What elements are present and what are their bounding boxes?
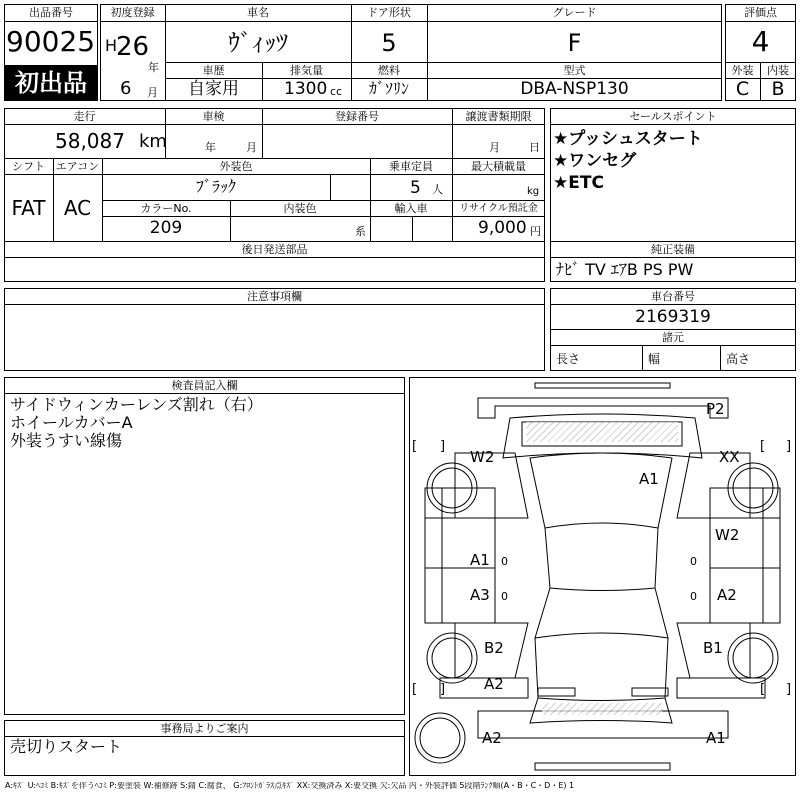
bracket-close: ] — [440, 439, 446, 454]
first-listing-badge: 初出品 — [4, 65, 98, 101]
car-diagram — [409, 377, 796, 776]
lot-number: 90025 — [6, 25, 96, 58]
capacity-unit: 人 — [432, 183, 443, 196]
specs-width-label: 幅 — [648, 352, 661, 366]
chassis-label: 車台番号 — [651, 290, 695, 303]
recycle-label: リサイクル預託金 — [459, 203, 538, 214]
bracket-close: ] — [786, 682, 792, 697]
mark-b1: B1 — [703, 639, 723, 657]
mark-w2-left: W2 — [470, 448, 495, 466]
mark-zero: 0 — [501, 555, 508, 568]
car-name-label: 車名 — [247, 6, 269, 19]
displacement-unit: cc — [330, 85, 343, 98]
max-load-unit: kg — [527, 186, 540, 197]
color-no-value: 209 — [149, 218, 183, 238]
mileage-unit: km — [139, 131, 167, 152]
displacement-label: 排気量 — [290, 64, 323, 77]
shift-value: FAT — [11, 196, 46, 220]
registration-month: 6 — [120, 78, 132, 99]
score-value: 4 — [751, 25, 770, 58]
bracket-open: [ — [412, 682, 418, 697]
inspection-year-unit: 年 — [205, 141, 216, 154]
notes-label: 注意事項欄 — [247, 290, 302, 303]
windshield-hatch — [526, 422, 678, 442]
fuel-value: ｶﾞｿﾘﾝ — [368, 79, 409, 98]
shift-label: シフト — [12, 160, 45, 173]
mark-a2-rear: A2 — [482, 729, 502, 747]
later-parts-label: 後日発送部品 — [241, 243, 308, 256]
score-label: 評価点 — [744, 6, 777, 19]
mark-a1-left-front: A1 — [470, 551, 490, 569]
sales-point-item: ★ワンセグ — [553, 151, 637, 171]
mark-zero: 0 — [690, 555, 697, 568]
mark-p2: P2 — [706, 400, 725, 418]
capacity-label: 乗車定員 — [389, 160, 433, 173]
transfer-month-unit: 月 — [489, 141, 500, 154]
registration-label: 初度登録 — [110, 6, 155, 19]
capacity-value: 5 — [410, 178, 421, 198]
exterior-color-label: 外装色 — [219, 160, 253, 173]
office-label: 事務局よりご案内 — [160, 722, 249, 735]
max-load-label: 最大積載量 — [471, 160, 526, 173]
mark-b2: B2 — [484, 639, 504, 657]
inspection-month-unit: 月 — [246, 141, 257, 154]
inspection-label: 車検 — [202, 110, 225, 123]
mark-zero: 0 — [690, 590, 697, 603]
doors-label: ドア形状 — [367, 6, 411, 19]
transfer-deadline-label: 譲渡書類期限 — [465, 110, 532, 123]
inspector-line: ホイールカバーA — [10, 413, 133, 432]
aircon-label: エアコン — [55, 160, 100, 173]
specs-height-label: 高さ — [726, 352, 751, 366]
equipment-label: 純正装備 — [651, 243, 695, 256]
grade-value: F — [567, 29, 582, 57]
model-value: DBA-NSP130 — [520, 79, 629, 99]
mark-a2-right: A2 — [717, 586, 737, 604]
inspector-line: 外装うすい線傷 — [10, 431, 123, 450]
registration-year: 26 — [116, 32, 150, 62]
registration-month-unit: 月 — [147, 86, 158, 99]
mileage-value: 58,087 — [55, 129, 125, 153]
registration-era: H — [105, 36, 118, 55]
mark-xx: XX — [719, 448, 740, 466]
mark-a2-left: A2 — [484, 675, 504, 693]
specs-length-label: 長さ — [556, 352, 581, 366]
recycle-value: 9,000 — [478, 218, 527, 238]
mark-a1-rear: A1 — [706, 729, 726, 747]
bracket-open: [ — [412, 439, 418, 454]
interior-color-unit: 系 — [355, 225, 366, 238]
mark-zero: 0 — [501, 590, 508, 603]
doors-value: 5 — [381, 29, 397, 57]
legend-text: A:ｷｽﾞ U:ﾍｺﾐ B:ｷｽﾞを伴うﾍｺﾐ P:要塗装 W:補修跡 S:錆 C:腐食、 G:ﾌﾛﾝﾄｶﾞﾗｽ点ｷｽﾞ XX:交換済み X:要交換 欠:欠品 内・外装評価 5段階ﾗﾝｸ順(A・B・C・D・E) 1 — [5, 782, 575, 790]
import-label: 輸入車 — [394, 202, 428, 215]
mark-a3: A3 — [470, 586, 490, 604]
interior-color-label: 内装色 — [283, 202, 317, 215]
exterior-color-value: ﾌﾞﾗｯｸ — [195, 177, 236, 196]
bracket-close: ] — [440, 682, 446, 697]
transfer-day-unit: 日 — [529, 141, 540, 154]
mileage-label: 走行 — [73, 110, 96, 123]
grade-label: グレード — [552, 6, 597, 19]
exterior-grade-label: 外装 — [731, 64, 754, 77]
inspector-line: サイドウィンカーレンズ割れ（右） — [10, 395, 263, 414]
interior-grade-value: B — [771, 78, 785, 100]
chassis-value: 2169319 — [635, 307, 711, 327]
aircon-value: AC — [63, 196, 92, 220]
history-label: 車歴 — [202, 64, 225, 77]
specs-label: 諸元 — [662, 331, 684, 344]
sales-points-label: セールスポイント — [629, 110, 717, 123]
exterior-grade-value: C — [735, 78, 750, 100]
car-name-value: ｳﾞｨｯﾂ — [228, 29, 288, 57]
history-value: 自家用 — [188, 79, 239, 99]
rear-glass-hatch — [542, 703, 662, 715]
displacement-value: 1300 — [284, 79, 328, 99]
reg-number-label: 登録番号 — [335, 110, 379, 123]
equipment-value: ﾅﾋﾞ TV ｴｱB PS PW — [556, 260, 694, 279]
bracket-close: ] — [786, 439, 792, 454]
office-value: 売切りスタート — [10, 737, 123, 756]
lot-label: 出品番号 — [29, 6, 73, 19]
fuel-label: 燃料 — [378, 64, 400, 77]
sales-point-item: ★ETC — [553, 173, 604, 193]
model-label: 型式 — [563, 64, 586, 77]
bracket-open: [ — [760, 439, 766, 454]
interior-grade-label: 内装 — [767, 64, 789, 77]
bracket-open: [ — [760, 682, 766, 697]
registration-year-unit: 年 — [148, 61, 159, 74]
sales-point-item: ★プッシュスタート — [553, 129, 703, 149]
mark-a1-roof: A1 — [639, 470, 659, 488]
mark-w2-right: W2 — [715, 526, 740, 544]
recycle-unit: 円 — [530, 225, 541, 238]
color-no-label: カラーNo. — [140, 202, 192, 215]
inspector-label: 検査員記入欄 — [171, 379, 238, 392]
